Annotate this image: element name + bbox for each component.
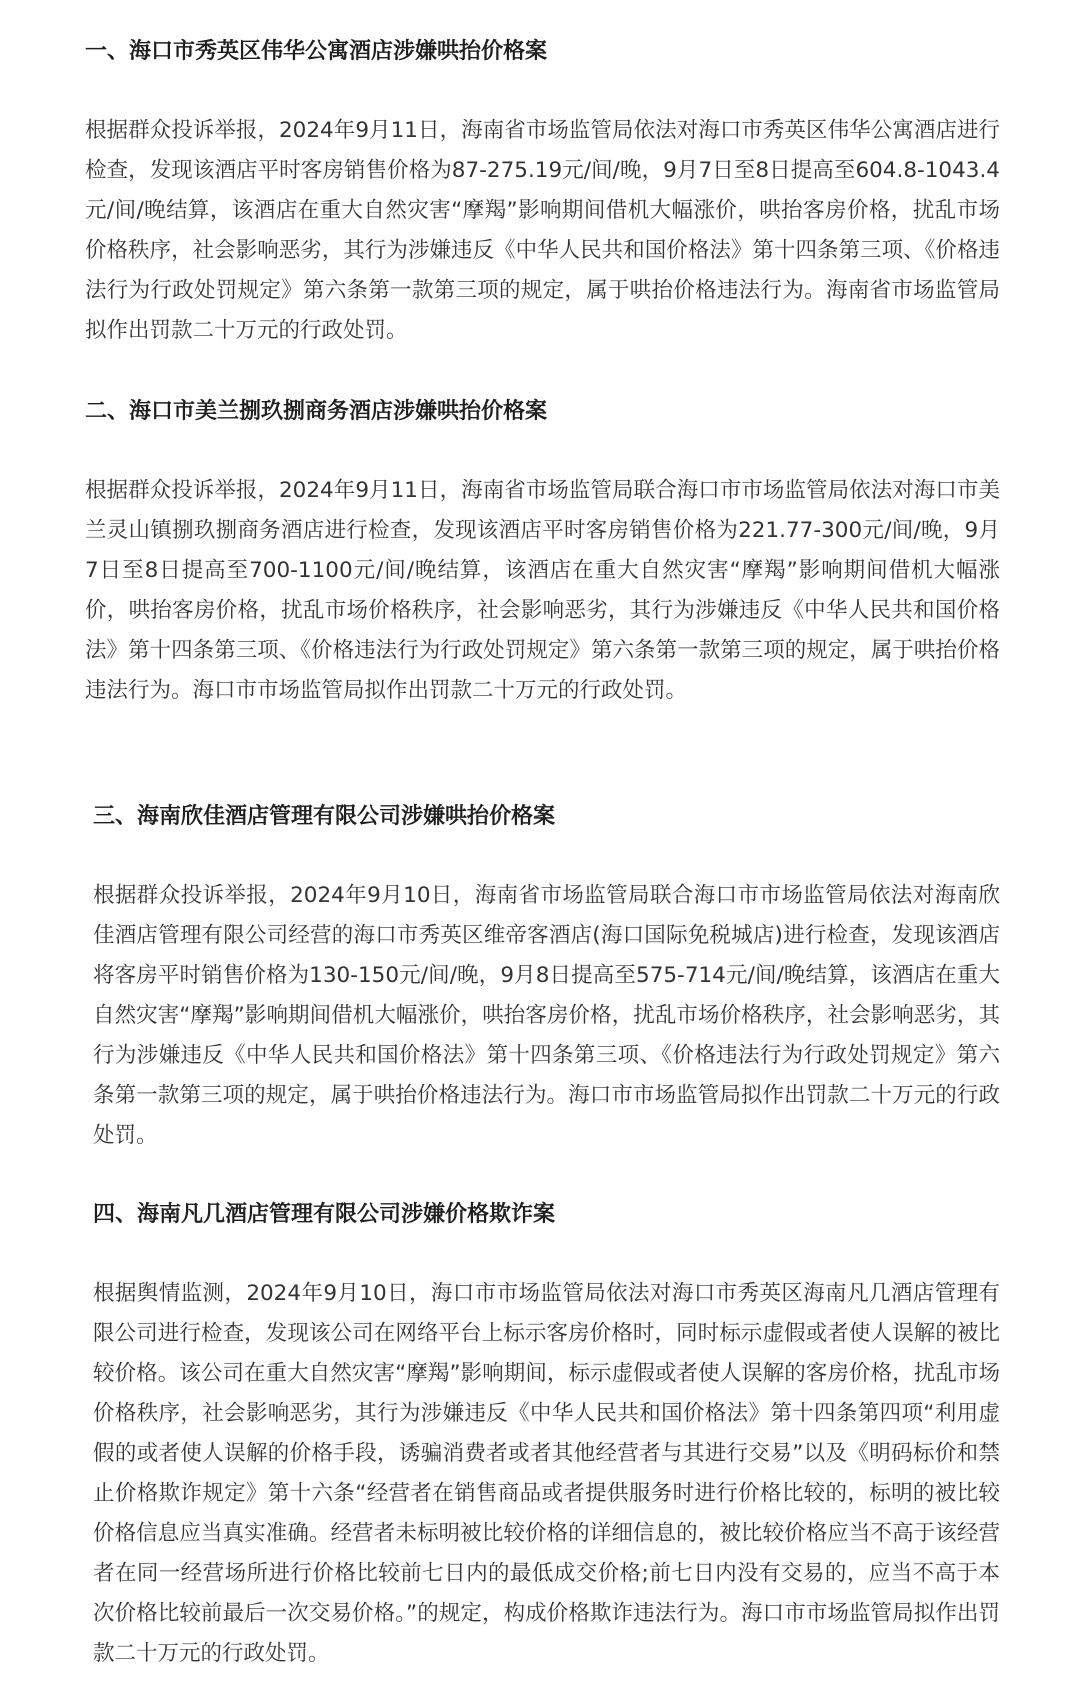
section-heading-3: 三、海南欣佳酒店管理有限公司涉嫌哄抬价格案 — [93, 804, 556, 829]
section-heading-1: 一、海口市秀英区伟华公寓酒店涉嫌哄抬价格案 — [85, 39, 548, 64]
section-body-1: 根据群众投诉举报，2024年9月11日，海南省市场监管局依法对海口市秀英区伟华公寓酒店进行检查，发现该酒店平时客房销售价格为87-275.19元/间/晚，9月7日至8日提高至604.8-1043.4元/间/晚结算，该酒店在重大自然灾害“摩羯”影响期间借机大幅涨价，哄抬客房价格，扰乱市场价格秩序，社会影响恶劣，其行为涉嫌违反《中华人民共和国价格法》第十四条第三项、《价格违法行为行政处罚规定》第六条第一款第三项的规定，属于哄抬价格违法行为。海南省市场监管局拟作出罚款二十万元的行政处罚。 — [85, 118, 1000, 343]
section-body-4: 根据舆情监测，2024年9月10日，海口市市场监管局依法对海口市秀英区海南凡几酒店管理有限公司进行检查，发现该公司在网络平台上标示客房价格时，同时标示虚假或者使人误解的被比较价格。该公司在重大自然灾害“摩羯”影响期间，标示虚假或者使人误解的客房价格，扰乱市场价格秩序，社会影响恶劣，其行为涉嫌违反《中华人民共和国价格法》第十四条第四项“利用虚假的或者使人误解的价格手段，诱骗消费者或者其他经营者与其进行交易”以及《明码标价和禁止价格欺诈规定》第十六条“经营者在销售商品或者提供服务时进行价格比较的，标明的被比较价格信息应当真实准确。经营者未标明被比较价格的详细信息的，被比较价格应当不高于该经营者在同一经营场所进行价格比较前七日内的最低成交价格;前七日内没有交易的，应当不高于本次价格比较前最后一次交易价格。”的规定，构成价格欺诈违法行为。海口市市场监管局拟作出罚款二十万元的行政处罚。 — [93, 1281, 1000, 1666]
section-heading-4: 四、海南凡几酒店管理有限公司涉嫌价格欺诈案 — [93, 1202, 556, 1227]
section-body-3: 根据群众投诉举报，2024年9月10日，海南省市场监管局联合海口市市场监管局依法对海南欣佳酒店管理有限公司经营的海口市秀英区维帝客酒店(海口国际免税城店)进行检查，发现该酒店将客房平时销售价格为130-150元/间/晚，9月8日提高至575-714元/间/晚结算，该酒店在重大自然灾害“摩羯”影响期间借机大幅涨价，哄抬客房价格，扰乱市场价格秩序，社会影响恶劣，其行为涉嫌违反《中华人民共和国价格法》第十四条第三项、《价格违法行为行政处罚规定》第六条第一款第三项的规定，属于哄抬价格违法行为。海口市市场监管局拟作出罚款二十万元的行政处罚。 — [93, 883, 1000, 1148]
section-body-2: 根据群众投诉举报，2024年9月11日，海南省市场监管局联合海口市市场监管局依法对海口市美兰灵山镇捌玖捌商务酒店进行检查，发现该酒店平时客房销售价格为221.77-300元/间/晚，9月7日至8日提高至700-1100元/间/晚结算，该酒店在重大自然灾害“摩羯”影响期间借机大幅涨价，哄抬客房价格，扰乱市场价格秩序，社会影响恶劣，其行为涉嫌违反《中华人民共和国价格法》第十四条第三项、《价格违法行为行政处罚规定》第六条第一款第三项的规定，属于哄抬价格违法行为。海口市市场监管局拟作出罚款二十万元的行政处罚。 — [85, 478, 1000, 703]
section-heading-2: 二、海口市美兰捌玖捌商务酒店涉嫌哄抬价格案 — [85, 399, 548, 424]
